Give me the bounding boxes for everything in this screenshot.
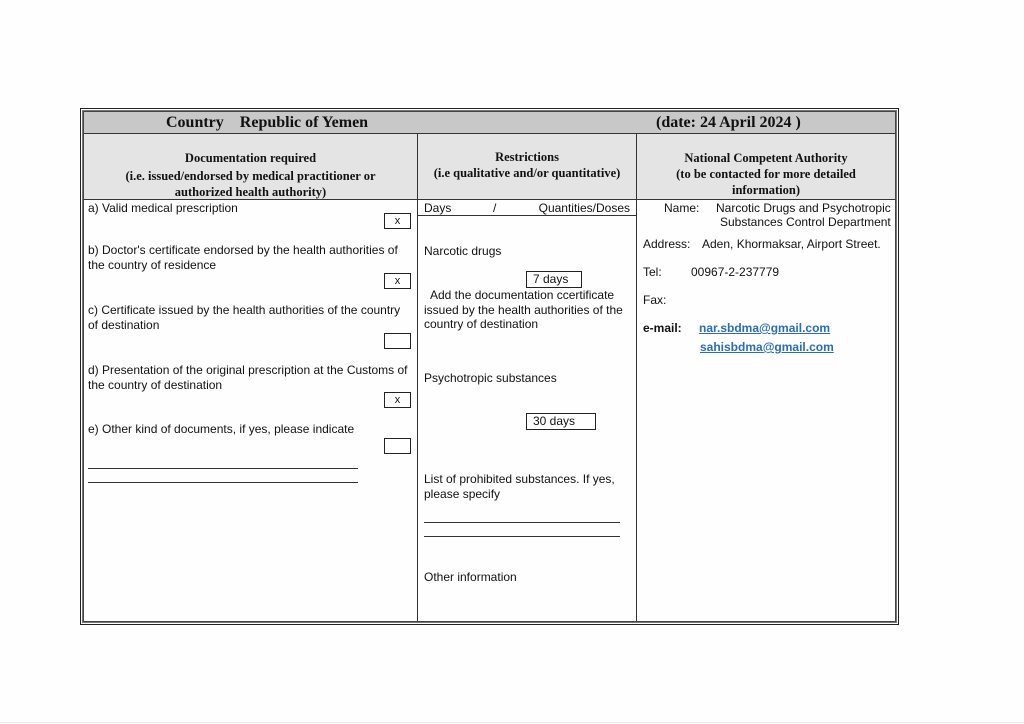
page-bottom-edge xyxy=(0,722,1024,723)
psychotropic-label: Psychotropic substances xyxy=(424,371,557,385)
narcotic-days-field[interactable]: 7 days xyxy=(526,271,582,288)
title-row xyxy=(84,112,895,134)
name-value-line-1: Narcotic Drugs and Psychotropic xyxy=(716,201,891,215)
email-link-2[interactable]: sahisbdma@gmail.com xyxy=(700,340,834,354)
fax-label: Fax: xyxy=(643,293,667,307)
country-label: Country xyxy=(166,114,224,131)
country-value: Republic of Yemen xyxy=(239,114,369,131)
header-row xyxy=(84,134,895,200)
tel-label: Tel: xyxy=(643,265,662,279)
days-quantities-bar xyxy=(418,200,636,216)
doc-item-a-checkbox[interactable]: x xyxy=(384,213,411,229)
doc-other-line-2[interactable] xyxy=(88,482,358,483)
header-restrictions xyxy=(417,134,636,199)
header-restrictions-subtitle: (i.e qualitative and/or quantitative) xyxy=(433,166,621,180)
name-label: Name: xyxy=(664,201,700,215)
doc-item-e-checkbox[interactable] xyxy=(384,438,411,454)
quantities-label: Quantities/Doses xyxy=(538,201,630,215)
doc-item-c-checkbox[interactable] xyxy=(384,333,411,349)
documentation-column xyxy=(84,200,417,621)
narcotic-note: Add the documentation ccertificate issued by the health authorities of the country of destination xyxy=(424,288,623,331)
header-documentation-subtitle: (i.e. issued/endorsed by medical practitioner or authorized health authority) xyxy=(125,169,376,199)
email-label: e-mail: xyxy=(643,321,682,335)
authority-column xyxy=(636,200,895,621)
doc-item-e-label: e) Other kind of documents, if yes, please indicate xyxy=(88,422,355,436)
email-link-1[interactable]: nar.sbdma@gmail.com xyxy=(699,321,831,335)
doc-item-d-checkbox[interactable]: x xyxy=(384,392,411,408)
header-restrictions-title: Restrictions xyxy=(495,150,559,164)
prohibited-line-2[interactable] xyxy=(424,536,620,537)
header-authority xyxy=(636,134,895,199)
prohibited-line-1[interactable] xyxy=(424,522,620,523)
tel-value: 00967-2-237779 xyxy=(691,265,780,279)
table-inner xyxy=(83,111,896,622)
header-documentation xyxy=(84,134,417,199)
header-documentation-title: Documentation required xyxy=(184,151,317,165)
body-row xyxy=(84,200,895,621)
doc-item-c-label: c) Certificate issued by the health authorities of the country of destination xyxy=(88,303,401,332)
header-authority-title: National Competent Authority xyxy=(684,151,848,165)
narcotic-drugs-label: Narcotic drugs xyxy=(424,244,502,258)
other-information-label: Other information xyxy=(424,570,517,584)
doc-item-d-label: d) Presentation of the original prescription at the Customs of the country of destination xyxy=(88,363,408,392)
restrictions-column xyxy=(417,200,636,621)
name-value-line-2: Substances Control Department xyxy=(720,215,891,229)
days-separator: / xyxy=(493,201,497,215)
prohibited-substances-label: List of prohibited substances. If yes, please specify xyxy=(424,472,615,501)
country-title xyxy=(166,114,368,132)
doc-item-b-label: b) Doctor's certificate endorsed by the health authorities of the country of residence xyxy=(88,243,398,272)
days-label: Days xyxy=(424,201,452,215)
psychotropic-days-field[interactable]: 30 days xyxy=(526,413,596,430)
doc-other-line-1[interactable] xyxy=(88,468,358,469)
doc-item-a-label: a) Valid medical prescription xyxy=(88,201,238,215)
doc-item-b-checkbox[interactable]: x xyxy=(384,273,411,289)
date-text: (date: 24 April 2024 ) xyxy=(656,114,801,131)
address-label: Address: xyxy=(643,237,691,251)
header-authority-subtitle: (to be contacted for more detailed information) xyxy=(676,167,856,197)
address-value: Aden, Khormaksar, Airport Street. xyxy=(702,237,881,251)
travel-requirements-table xyxy=(80,108,899,625)
